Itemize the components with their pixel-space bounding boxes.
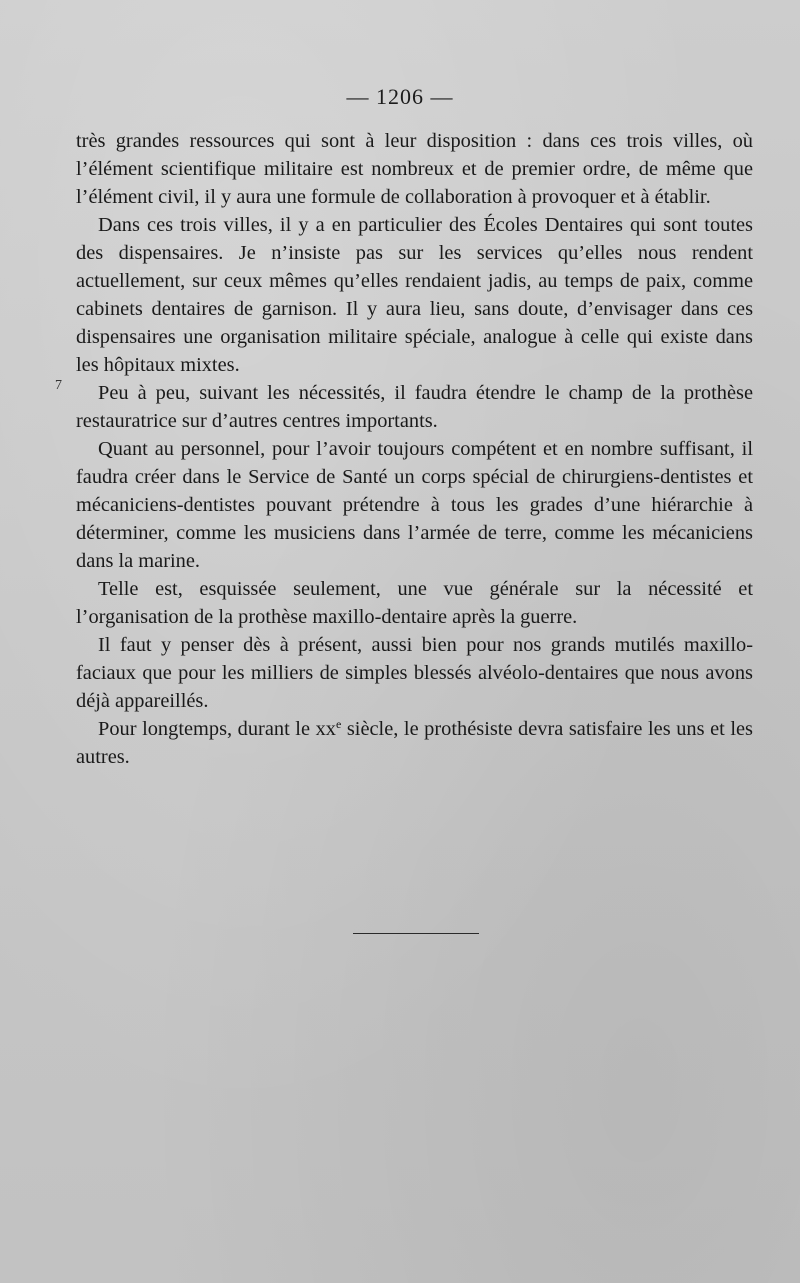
paragraph-7-start: Pour longtemps, durant le xx xyxy=(98,718,336,740)
paragraph-5: Telle est, esquissée seulement, une vue générale sur la nécessité et l’organisation de la prothèse maxillo-dentaire après la guerre. xyxy=(76,578,753,628)
body-text xyxy=(76,127,753,771)
paragraph-3: Peu à peu, suivant les nécessités, il faudra étendre le champ de la prothèse restauratrice sur d’autres centres importants. xyxy=(76,382,753,432)
paragraph-4: Quant au personnel, pour l’avoir toujours compétent et en nombre suffisant, il faudra créer dans le Service de Santé un corps spécial de chirurgiens-dentistes et mécaniciens-dentistes pouvant prétendre à tous les grades d’une hiérarchie à déterminer, comme les musiciens dans l’armée de terre, comme les mécaniciens dans la marine. xyxy=(76,438,753,572)
paragraph-1: très grandes ressources qui sont à leur disposition : dans ces trois villes, où l’élément scientifique militaire est nombreux et de premier ordre, de même que l’élément civil, il y aura une formule de collaboration à provoquer et à établir. xyxy=(76,130,753,208)
page-number: — 1206 — xyxy=(346,84,454,109)
paragraph-6: Il faut y penser dès à présent, aussi bien pour nos grands mutilés maxillo-faciaux que pour les milliers de simples blessés alvéolo-dentaires que nous avons déjà appareillés. xyxy=(76,634,753,712)
paragraph-7-end: siècle, le prothésiste devra satisfaire les uns et les autres. xyxy=(76,718,753,768)
section-end-rule xyxy=(353,933,479,934)
paragraph-7 xyxy=(76,715,753,771)
margin-annotation: 7 xyxy=(55,378,62,393)
century-superscript: e xyxy=(335,717,342,731)
paragraph-2: Dans ces trois villes, il y a en particulier des Écoles Dentaires qui sont toutes des dispensaires. Je n’insiste pas sur les services qu’elles nous rendent actuellement, sur ceux mêmes qu’elles rendaient jadis, au temps de paix, comme cabinets dentaires de garnison. Il y aura lieu, sans doute, d’envisager dans ces dispensaires une organisation militaire spéciale, analogue à celle qui existe dans les hôpitaux mixtes. xyxy=(76,214,753,376)
